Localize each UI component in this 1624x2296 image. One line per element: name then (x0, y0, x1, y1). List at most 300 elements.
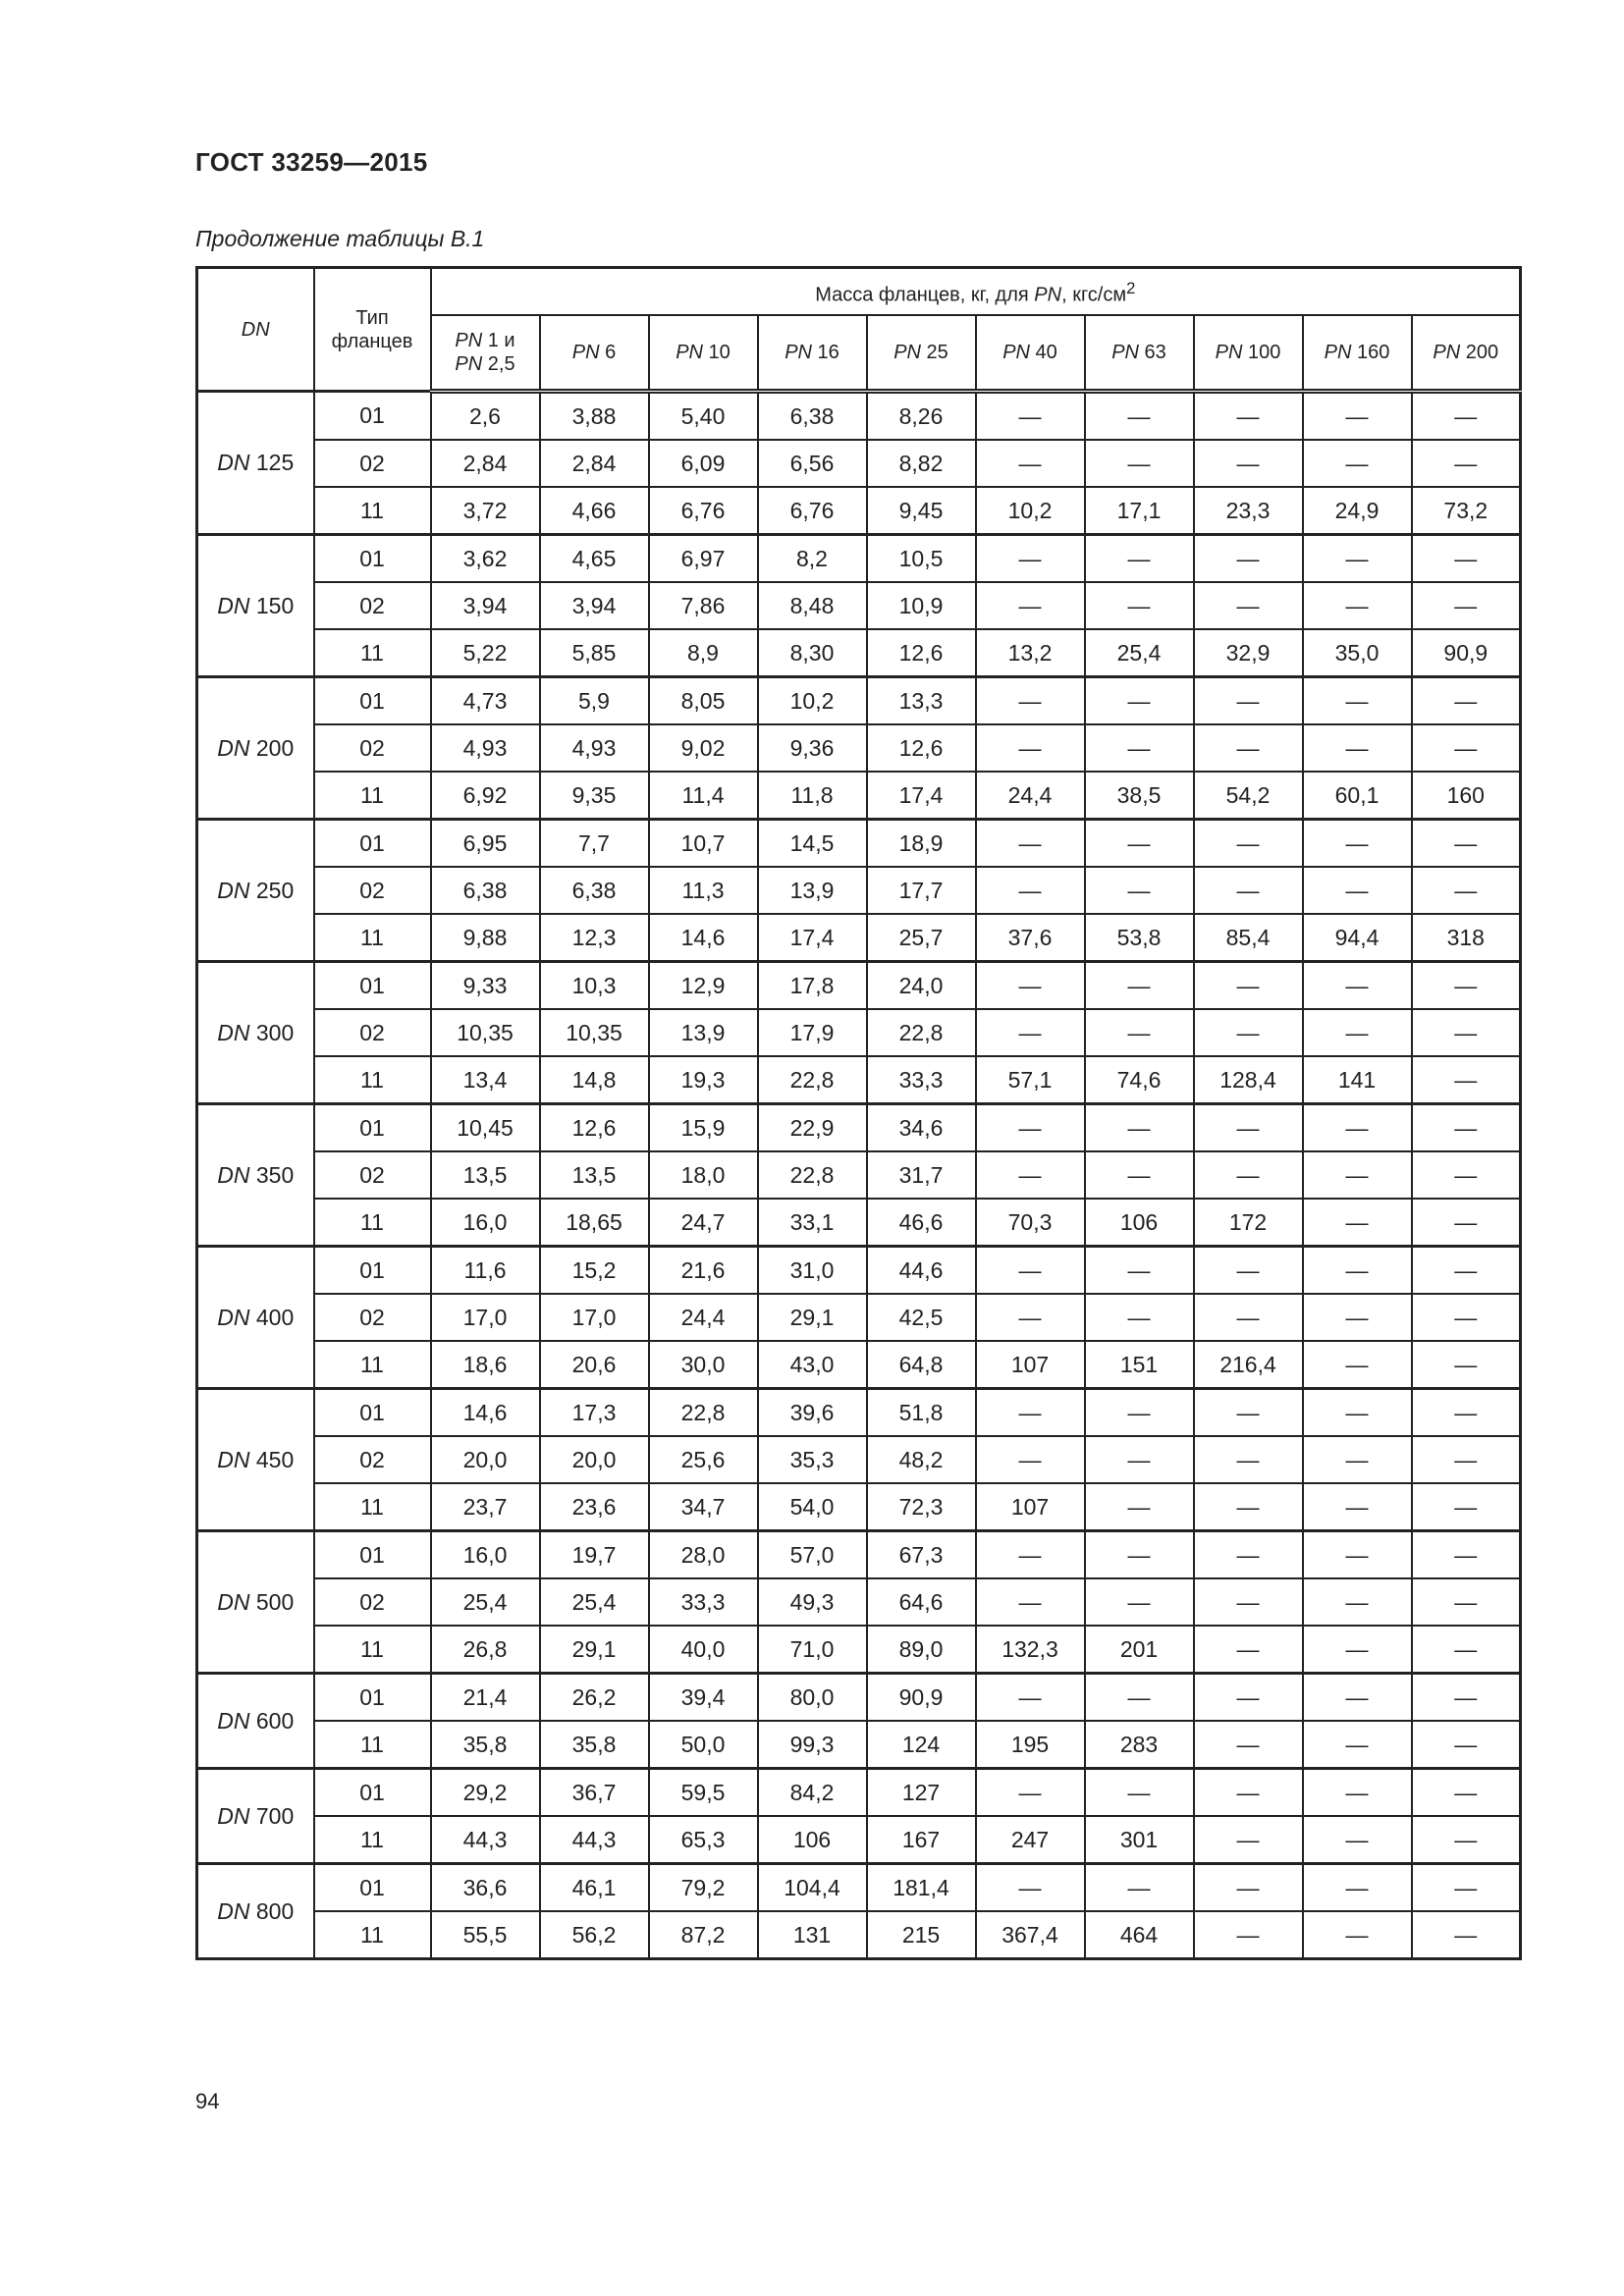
mass-cell: 12,3 (540, 914, 649, 962)
mass-cell: 14,6 (649, 914, 758, 962)
mass-cell: — (1085, 1864, 1194, 1912)
mass-cell: 18,65 (540, 1199, 649, 1247)
mass-cell: — (1412, 440, 1521, 487)
mass-cell: 6,97 (649, 535, 758, 583)
mass-cell: — (976, 1674, 1085, 1722)
mass-cell: 90,9 (867, 1674, 976, 1722)
mass-cell: 25,4 (431, 1578, 540, 1626)
mass-cell: — (1085, 440, 1194, 487)
mass-cell: — (1412, 820, 1521, 868)
mass-cell: 107 (976, 1483, 1085, 1531)
mass-cell: 39,6 (758, 1389, 867, 1437)
dn-cell: DN 800 (197, 1864, 314, 1959)
mass-cell: 283 (1085, 1721, 1194, 1769)
table-row (197, 1769, 1521, 1817)
mass-cell: 34,6 (867, 1104, 976, 1152)
type-cell: 02 (314, 1578, 431, 1626)
mass-cell: 20,0 (431, 1436, 540, 1483)
mass-cell: — (976, 724, 1085, 772)
mass-cell: 132,3 (976, 1626, 1085, 1674)
mass-cell: — (976, 1151, 1085, 1199)
mass-cell: — (976, 440, 1085, 487)
mass-cell: 12,6 (867, 629, 976, 677)
mass-cell: 6,92 (431, 772, 540, 820)
mass-cell: — (1303, 962, 1412, 1010)
mass-cell: 49,3 (758, 1578, 867, 1626)
mass-cell: — (1303, 1151, 1412, 1199)
mass-cell: 6,95 (431, 820, 540, 868)
mass-cell: 17,0 (431, 1294, 540, 1341)
mass-cell: — (1412, 392, 1521, 441)
mass-cell: 107 (976, 1341, 1085, 1389)
mass-cell: — (976, 1104, 1085, 1152)
mass-cell: 25,7 (867, 914, 976, 962)
type-cell: 11 (314, 1483, 431, 1531)
dn-cell: DN 250 (197, 820, 314, 962)
mass-cell: 10,7 (649, 820, 758, 868)
mass-cell: — (976, 1864, 1085, 1912)
mass-cell: 71,0 (758, 1626, 867, 1674)
table-row (197, 1864, 1521, 1912)
mass-cell: — (1085, 392, 1194, 441)
mass-cell: 6,38 (540, 867, 649, 914)
mass-cell: — (1085, 582, 1194, 629)
mass-cell: 8,30 (758, 629, 867, 677)
header-pn: PN 40 (976, 315, 1085, 392)
mass-cell: — (1303, 1389, 1412, 1437)
type-cell: 01 (314, 1104, 431, 1152)
mass-cell: — (1303, 1483, 1412, 1531)
dn-cell: DN 150 (197, 535, 314, 677)
header-pn: PN 6 (540, 315, 649, 392)
mass-cell: — (1303, 1009, 1412, 1056)
type-cell: 02 (314, 1151, 431, 1199)
mass-cell: 141 (1303, 1056, 1412, 1104)
mass-cell: — (1194, 1721, 1303, 1769)
mass-cell: 29,1 (540, 1626, 649, 1674)
mass-cell: 5,85 (540, 629, 649, 677)
mass-cell: — (1303, 1864, 1412, 1912)
table-row (197, 1816, 1521, 1864)
mass-cell: — (1194, 1531, 1303, 1579)
mass-cell: — (1412, 867, 1521, 914)
mass-cell: — (1412, 582, 1521, 629)
mass-cell: — (1412, 1151, 1521, 1199)
mass-cell: — (1194, 724, 1303, 772)
mass-cell: 35,0 (1303, 629, 1412, 677)
mass-cell: 8,2 (758, 535, 867, 583)
mass-cell: 35,8 (431, 1721, 540, 1769)
mass-cell: 94,4 (1303, 914, 1412, 962)
table-row (197, 1626, 1521, 1674)
mass-cell: — (1194, 1769, 1303, 1817)
mass-cell: 181,4 (867, 1864, 976, 1912)
mass-cell: 6,38 (431, 867, 540, 914)
mass-cell: 15,2 (540, 1247, 649, 1295)
mass-cell: 17,1 (1085, 487, 1194, 535)
dn-cell: DN 700 (197, 1769, 314, 1864)
table-row (197, 1674, 1521, 1722)
document-title: ГОСТ 33259—2015 (195, 147, 428, 177)
mass-cell: 48,2 (867, 1436, 976, 1483)
mass-cell: — (1085, 1294, 1194, 1341)
mass-cell: 6,56 (758, 440, 867, 487)
mass-cell: 51,8 (867, 1389, 976, 1437)
mass-cell: 43,0 (758, 1341, 867, 1389)
mass-cell: 131 (758, 1911, 867, 1959)
mass-cell: 17,3 (540, 1389, 649, 1437)
mass-cell: 26,2 (540, 1674, 649, 1722)
mass-cell: 34,7 (649, 1483, 758, 1531)
mass-cell: — (1412, 1294, 1521, 1341)
mass-cell: 8,26 (867, 392, 976, 441)
mass-cell: — (976, 1009, 1085, 1056)
mass-cell: 24,9 (1303, 487, 1412, 535)
table-row (197, 629, 1521, 677)
mass-cell: 167 (867, 1816, 976, 1864)
dn-cell: DN 350 (197, 1104, 314, 1247)
mass-cell: 89,0 (867, 1626, 976, 1674)
table-row (197, 487, 1521, 535)
mass-cell: 18,9 (867, 820, 976, 868)
mass-cell: 54,0 (758, 1483, 867, 1531)
mass-cell: — (1412, 677, 1521, 725)
mass-cell: 4,93 (540, 724, 649, 772)
mass-cell: 40,0 (649, 1626, 758, 1674)
dn-cell: DN 400 (197, 1247, 314, 1389)
mass-cell: 3,72 (431, 487, 540, 535)
mass-cell: 29,2 (431, 1769, 540, 1817)
mass-cell: 5,9 (540, 677, 649, 725)
mass-cell: — (1085, 1674, 1194, 1722)
mass-cell: — (1194, 1247, 1303, 1295)
mass-cell: — (1085, 962, 1194, 1010)
mass-cell: — (976, 1578, 1085, 1626)
mass-cell: 60,1 (1303, 772, 1412, 820)
mass-cell: 13,4 (431, 1056, 540, 1104)
mass-cell: — (1412, 1721, 1521, 1769)
mass-cell: — (1194, 1816, 1303, 1864)
mass-cell: 8,48 (758, 582, 867, 629)
mass-cell: 216,4 (1194, 1341, 1303, 1389)
mass-cell: 4,65 (540, 535, 649, 583)
mass-cell: 15,9 (649, 1104, 758, 1152)
mass-cell: — (1085, 1578, 1194, 1626)
mass-cell: 301 (1085, 1816, 1194, 1864)
type-cell: 11 (314, 1626, 431, 1674)
table-row (197, 1389, 1521, 1437)
mass-cell: 65,3 (649, 1816, 758, 1864)
mass-cell: — (976, 582, 1085, 629)
mass-cell: — (1412, 1816, 1521, 1864)
mass-cell: 13,9 (758, 867, 867, 914)
mass-cell: 124 (867, 1721, 976, 1769)
mass-cell: 8,05 (649, 677, 758, 725)
type-cell: 02 (314, 582, 431, 629)
table-row (197, 1151, 1521, 1199)
mass-cell: — (976, 677, 1085, 725)
mass-cell: 11,8 (758, 772, 867, 820)
mass-cell: — (1412, 1578, 1521, 1626)
mass-cell: 2,6 (431, 392, 540, 441)
table-row (197, 962, 1521, 1010)
mass-cell: — (1194, 440, 1303, 487)
mass-cell: 17,4 (758, 914, 867, 962)
mass-cell: — (1085, 724, 1194, 772)
mass-cell: 7,86 (649, 582, 758, 629)
mass-cell: 36,7 (540, 1769, 649, 1817)
mass-cell: 9,36 (758, 724, 867, 772)
mass-cell: 10,45 (431, 1104, 540, 1152)
header-pn: PN 16 (758, 315, 867, 392)
mass-cell: — (1194, 1483, 1303, 1531)
mass-cell: 13,5 (540, 1151, 649, 1199)
mass-cell: — (1085, 1769, 1194, 1817)
mass-cell: 17,4 (867, 772, 976, 820)
table-row (197, 440, 1521, 487)
mass-cell: 42,5 (867, 1294, 976, 1341)
type-cell: 11 (314, 772, 431, 820)
mass-cell: 56,2 (540, 1911, 649, 1959)
table-row (197, 1056, 1521, 1104)
mass-cell: 29,1 (758, 1294, 867, 1341)
mass-cell: 33,1 (758, 1199, 867, 1247)
dn-cell: DN 200 (197, 677, 314, 820)
mass-cell: — (1194, 820, 1303, 868)
mass-cell: 20,0 (540, 1436, 649, 1483)
mass-cell: 26,8 (431, 1626, 540, 1674)
type-cell: 11 (314, 629, 431, 677)
mass-cell: — (976, 867, 1085, 914)
mass-cell: 4,93 (431, 724, 540, 772)
mass-cell: — (1085, 535, 1194, 583)
mass-cell: 106 (1085, 1199, 1194, 1247)
table-row (197, 582, 1521, 629)
mass-cell: 44,3 (540, 1816, 649, 1864)
type-cell: 01 (314, 1531, 431, 1579)
mass-cell: — (1303, 1769, 1412, 1817)
mass-cell: 30,0 (649, 1341, 758, 1389)
header-mass: Масса фланцев, кг, для PN, кгс/$см^2$ (431, 268, 1521, 316)
mass-cell: 104,4 (758, 1864, 867, 1912)
mass-cell: — (1303, 582, 1412, 629)
mass-cell: — (1412, 1911, 1521, 1959)
table-row (197, 1578, 1521, 1626)
mass-cell: 72,3 (867, 1483, 976, 1531)
mass-cell: — (1194, 1009, 1303, 1056)
mass-cell: 318 (1412, 914, 1521, 962)
mass-cell: — (1194, 392, 1303, 441)
mass-cell: 464 (1085, 1911, 1194, 1959)
mass-cell: 22,8 (649, 1389, 758, 1437)
mass-cell: — (1085, 1389, 1194, 1437)
table-caption: Продолжение таблицы В.1 (195, 226, 485, 251)
mass-cell: — (1194, 867, 1303, 914)
mass-cell: — (1194, 1436, 1303, 1483)
mass-cell: 28,0 (649, 1531, 758, 1579)
header-pn: PN 1 и PN 2,5 (431, 315, 540, 392)
table-row (197, 392, 1521, 441)
table-row (197, 1721, 1521, 1769)
type-cell: 01 (314, 1247, 431, 1295)
mass-cell: — (1303, 1721, 1412, 1769)
mass-cell: — (1412, 724, 1521, 772)
type-cell: 01 (314, 535, 431, 583)
mass-cell: 3,62 (431, 535, 540, 583)
mass-cell: 4,66 (540, 487, 649, 535)
mass-cell: — (1412, 1341, 1521, 1389)
type-cell: 02 (314, 724, 431, 772)
mass-cell: 67,3 (867, 1531, 976, 1579)
mass-cell: — (1412, 1104, 1521, 1152)
mass-cell: — (1303, 1816, 1412, 1864)
mass-cell: 13,9 (649, 1009, 758, 1056)
mass-cell: 23,7 (431, 1483, 540, 1531)
mass-cell: 25,6 (649, 1436, 758, 1483)
mass-cell: — (1412, 1674, 1521, 1722)
mass-cell: — (976, 1531, 1085, 1579)
mass-cell: 23,3 (1194, 487, 1303, 535)
mass-cell: — (1412, 962, 1521, 1010)
mass-cell: — (1412, 1436, 1521, 1483)
mass-cell: 18,0 (649, 1151, 758, 1199)
mass-cell: 54,2 (1194, 772, 1303, 820)
mass-cell: 195 (976, 1721, 1085, 1769)
mass-cell: — (1194, 1578, 1303, 1626)
mass-cell: — (1303, 392, 1412, 441)
mass-cell: — (1303, 1911, 1412, 1959)
mass-cell: 9,35 (540, 772, 649, 820)
mass-cell: 128,4 (1194, 1056, 1303, 1104)
table-row (197, 1483, 1521, 1531)
mass-cell: — (1194, 535, 1303, 583)
header-pn: PN 200 (1412, 315, 1521, 392)
mass-cell: — (1194, 1294, 1303, 1341)
mass-cell: 12,6 (540, 1104, 649, 1152)
mass-cell: 13,5 (431, 1151, 540, 1199)
type-cell: 01 (314, 1389, 431, 1437)
mass-cell: 46,1 (540, 1864, 649, 1912)
mass-cell: 6,38 (758, 392, 867, 441)
type-cell: 02 (314, 1436, 431, 1483)
mass-cell: 31,7 (867, 1151, 976, 1199)
header-pn: PN 160 (1303, 315, 1412, 392)
header-pn: PN 25 (867, 315, 976, 392)
mass-cell: 31,0 (758, 1247, 867, 1295)
mass-cell: 3,94 (431, 582, 540, 629)
mass-cell: 79,2 (649, 1864, 758, 1912)
mass-cell: 21,6 (649, 1247, 758, 1295)
mass-cell: 4,73 (431, 677, 540, 725)
mass-cell: — (1303, 1436, 1412, 1483)
table-row (197, 1341, 1521, 1389)
mass-cell: — (1303, 1578, 1412, 1626)
mass-cell: 35,3 (758, 1436, 867, 1483)
mass-cell: 201 (1085, 1626, 1194, 1674)
mass-cell: 11,4 (649, 772, 758, 820)
mass-cell: 24,7 (649, 1199, 758, 1247)
type-cell: 01 (314, 392, 431, 441)
table-row (197, 772, 1521, 820)
mass-cell: 74,6 (1085, 1056, 1194, 1104)
mass-cell: 367,4 (976, 1911, 1085, 1959)
mass-cell: 12,6 (867, 724, 976, 772)
mass-cell: — (976, 1389, 1085, 1437)
mass-cell: 10,35 (431, 1009, 540, 1056)
header-pn: PN 10 (649, 315, 758, 392)
mass-cell: — (1412, 1483, 1521, 1531)
mass-cell: 44,3 (431, 1816, 540, 1864)
mass-cell: 12,9 (649, 962, 758, 1010)
mass-cell: 50,0 (649, 1721, 758, 1769)
mass-cell: — (1412, 535, 1521, 583)
mass-cell: 25,4 (540, 1578, 649, 1626)
mass-cell: — (1194, 1104, 1303, 1152)
mass-cell: 33,3 (649, 1578, 758, 1626)
mass-cell: 2,84 (431, 440, 540, 487)
mass-cell: 10,3 (540, 962, 649, 1010)
mass-cell: — (976, 1247, 1085, 1295)
table-row (197, 1531, 1521, 1579)
mass-cell: 35,8 (540, 1721, 649, 1769)
mass-cell: 10,9 (867, 582, 976, 629)
mass-cell: 36,6 (431, 1864, 540, 1912)
header-pn: PN 63 (1085, 315, 1194, 392)
table-row (197, 867, 1521, 914)
mass-cell: — (1303, 1626, 1412, 1674)
mass-cell: 3,88 (540, 392, 649, 441)
mass-cell: — (1303, 1294, 1412, 1341)
page-number: 94 (195, 2089, 220, 2113)
mass-cell: — (976, 962, 1085, 1010)
mass-cell: 44,6 (867, 1247, 976, 1295)
mass-cell: 9,33 (431, 962, 540, 1010)
mass-cell: 17,9 (758, 1009, 867, 1056)
type-cell: 11 (314, 1056, 431, 1104)
mass-cell: 38,5 (1085, 772, 1194, 820)
type-cell: 11 (314, 1199, 431, 1247)
mass-cell: 14,5 (758, 820, 867, 868)
mass-cell: 11,3 (649, 867, 758, 914)
mass-cell: 18,6 (431, 1341, 540, 1389)
mass-cell: — (1412, 1626, 1521, 1674)
type-cell: 01 (314, 1674, 431, 1722)
mass-cell: 87,2 (649, 1911, 758, 1959)
mass-cell: 13,3 (867, 677, 976, 725)
mass-cell: — (1412, 1389, 1521, 1437)
table-row (197, 677, 1521, 725)
mass-cell: — (976, 1294, 1085, 1341)
dn-cell: DN 300 (197, 962, 314, 1104)
mass-cell: 55,5 (431, 1911, 540, 1959)
mass-cell: 8,9 (649, 629, 758, 677)
mass-cell: 22,8 (758, 1056, 867, 1104)
mass-cell: 24,4 (976, 772, 1085, 820)
type-cell: 01 (314, 1864, 431, 1912)
type-cell: 02 (314, 867, 431, 914)
mass-cell: 24,0 (867, 962, 976, 1010)
mass-cell: 84,2 (758, 1769, 867, 1817)
mass-cell: — (1085, 820, 1194, 868)
mass-cell: — (1085, 1009, 1194, 1056)
mass-cell: 10,35 (540, 1009, 649, 1056)
mass-cell: 160 (1412, 772, 1521, 820)
mass-cell: 24,4 (649, 1294, 758, 1341)
mass-cell: 53,8 (1085, 914, 1194, 962)
mass-cell: 64,8 (867, 1341, 976, 1389)
type-cell: 01 (314, 962, 431, 1010)
header-dn: DN (197, 268, 314, 392)
